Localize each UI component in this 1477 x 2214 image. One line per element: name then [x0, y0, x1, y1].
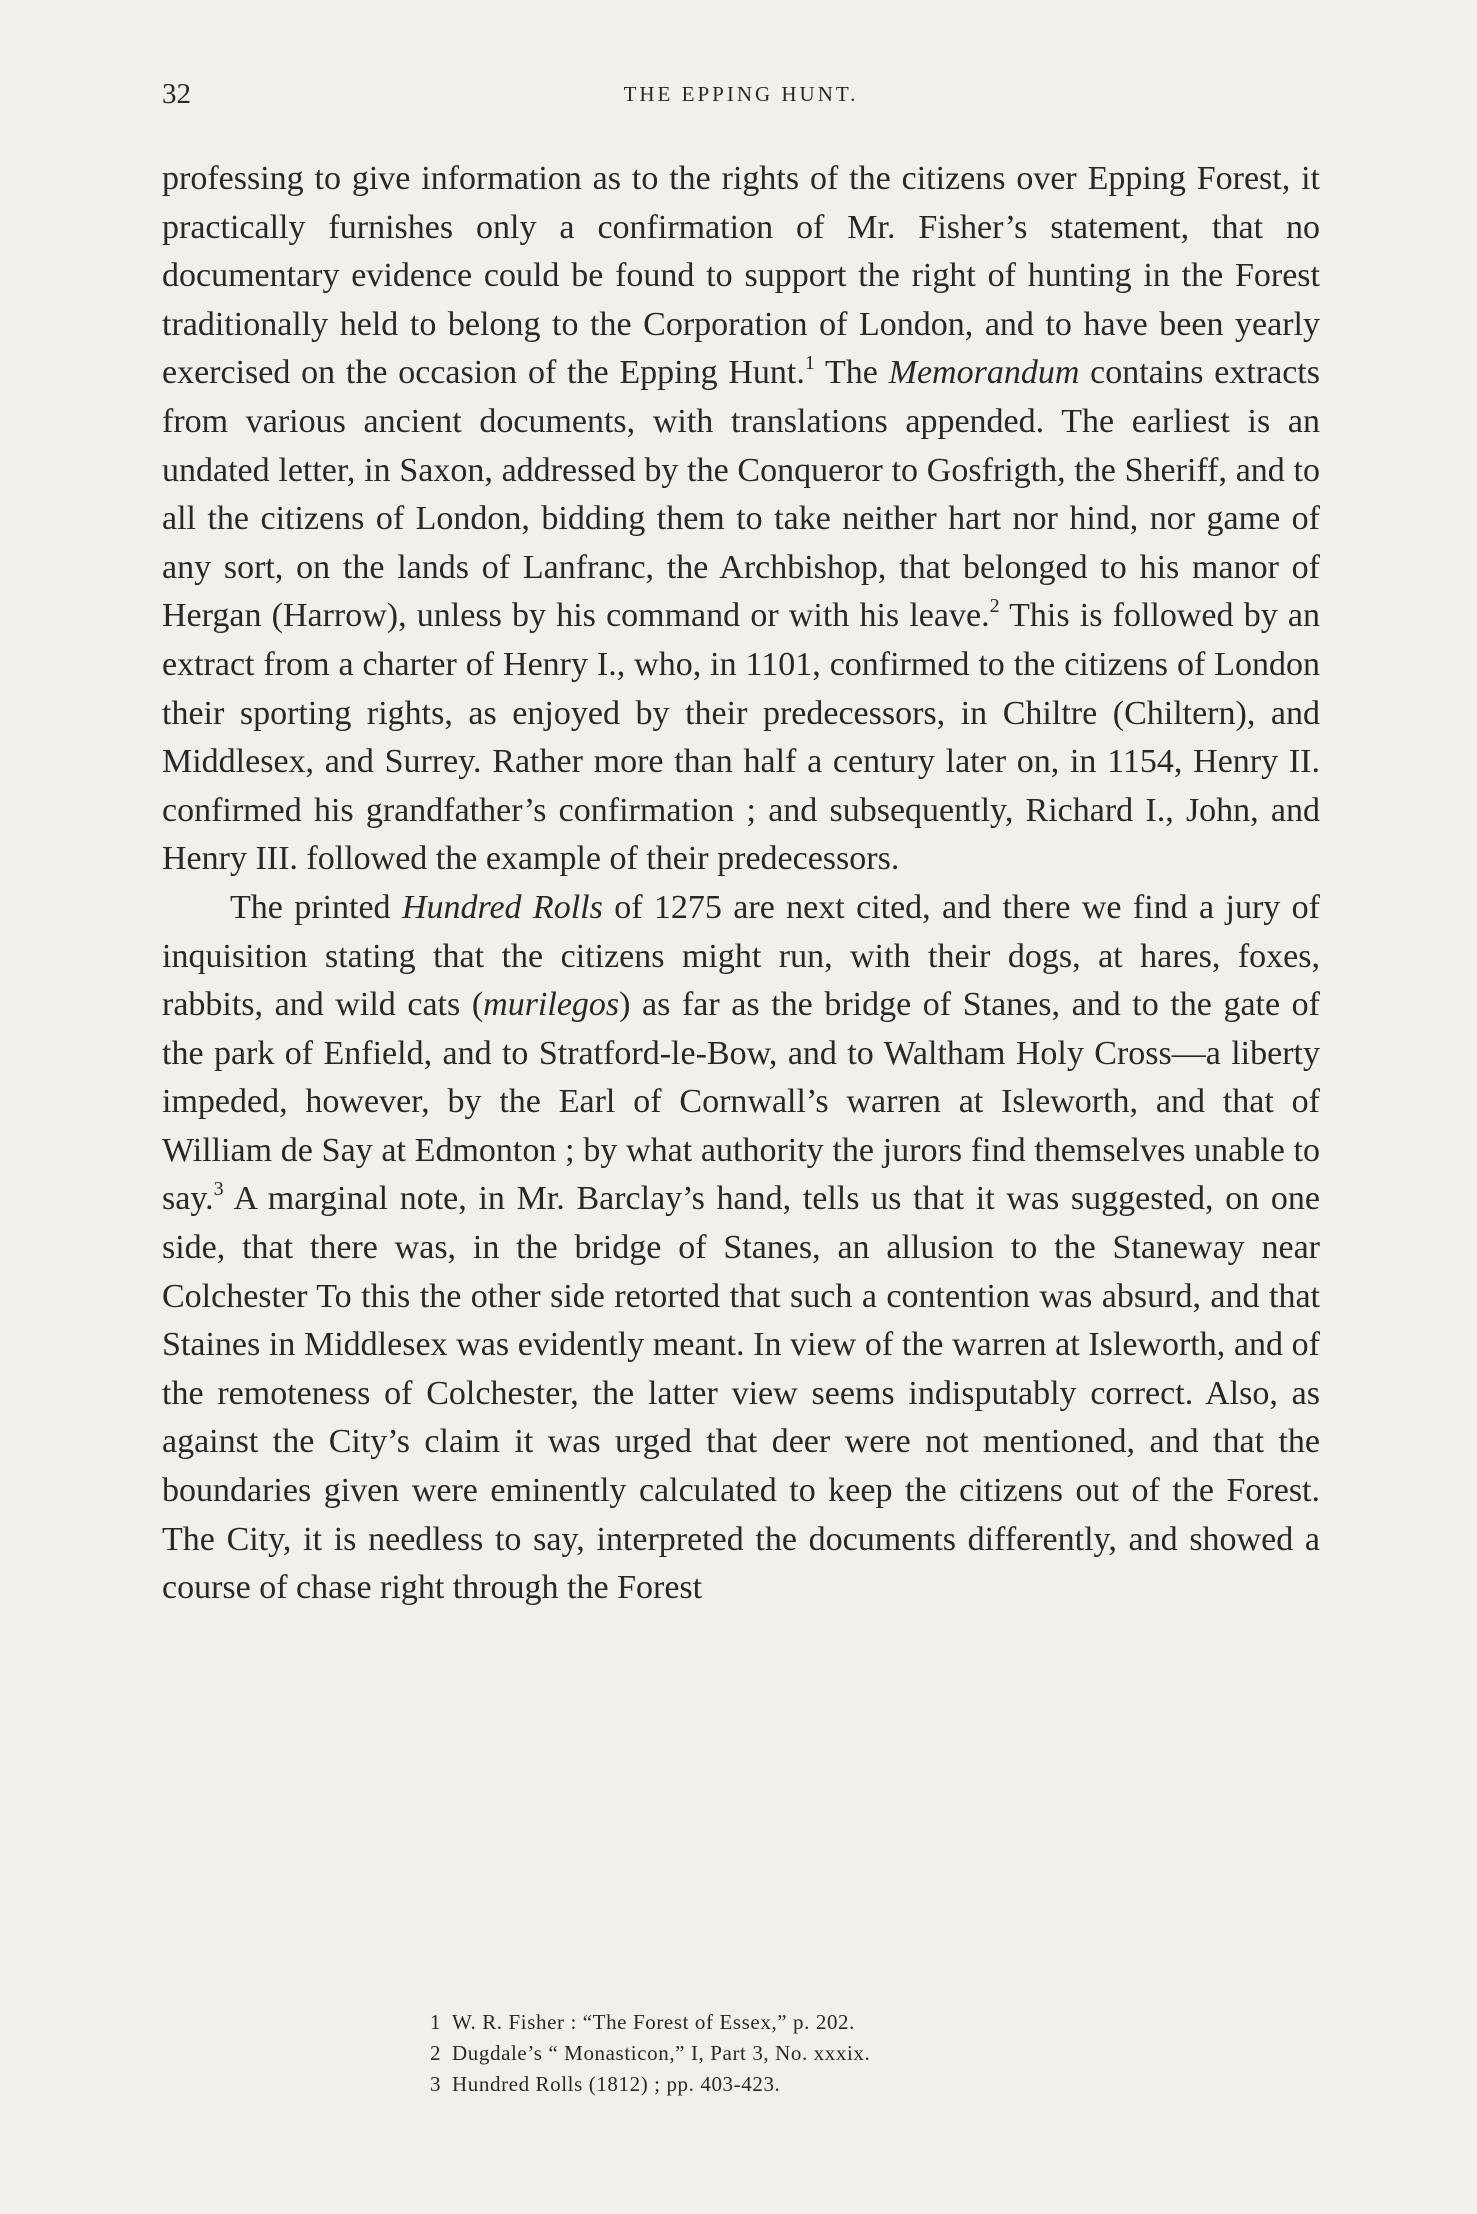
p1-text-a: professing to give information as to the rights of the citizens over Epping Forest, it practically furnishes only a confirmation of Mr. Fisher’s statement, that no documentary evidence could be found to support the right of hunting in the Forest traditionally held to belong to the Corporation of London, and to have been yearly exercised on the occasion of the Epping Hunt.: [162, 160, 1320, 392]
page-number: 32: [162, 78, 191, 110]
footnote-1: [430, 2007, 1210, 2038]
footnote-number: 3: [430, 2072, 442, 2096]
p2-text-b: of 1275 are next cited, and there we find a jury of inquisition stating that the citizens might run, with their dogs, at hares, foxes, rabbits, and wild cats (: [162, 888, 1320, 1024]
footnote-ref-2: 2: [989, 595, 1000, 618]
body-text: [162, 155, 1320, 1613]
p2-text-d: A marginal note, in Mr. Barclay’s hand, tells us that it was suggested, on one side, that there was, in the bridge of Stanes, an allusion to the Staneway near Colchester To this the other side retorted that such a contention was absurd, and that Staines in Middlesex was evidently meant. In view of the warren at Isleworth, and of the remoteness of Colchester, the latter view seems indisputably correct. Also, as against the City’s claim it was urged that deer were not mentioned, and that the boundaries given were eminently calculated to keep the citizens out of the Forest. The City, it is needless to say, interpreted the documents differently, and showed a course of chase right through the Forest: [162, 1180, 1320, 1607]
murilegos-term: murilegos: [483, 986, 620, 1024]
memorandum-title: Memorandum: [888, 354, 1080, 392]
footnote-text: Hundred Rolls (1812) ; pp. 403-423.: [452, 2072, 781, 2096]
footnote-3: [430, 2069, 1210, 2100]
page-header: [162, 78, 1320, 118]
footnote-2: [430, 2038, 1210, 2069]
paragraph-1: [162, 155, 1320, 884]
p1-text-c: contains extracts from various ancient documents, with translations appended. The earliest is an undated letter, in Saxon, addressed by the Conqueror to Gosfrigth, the Sheriff, and to all the citizens of London, bidding them to take neither hart nor hind, nor game of any sort, on the lands of Lanfranc, the Archbishop, that belonged to his manor of Hergan (Harrow), unless by his command or with his leave.: [162, 354, 1320, 635]
hundred-rolls-title: Hundred Rolls: [401, 888, 603, 926]
footnote-number: 2: [430, 2041, 442, 2065]
footnote-text: Dugdale’s “ Monasticon,” I, Part 3, No. xxxix.: [452, 2041, 871, 2065]
paragraph-2: [162, 884, 1320, 1613]
footnote-number: 1: [430, 2010, 442, 2034]
p2-text-a: The printed: [230, 888, 402, 926]
footnote-ref-3: 3: [213, 1178, 224, 1201]
footnote-text: W. R. Fisher : “The Forest of Essex,” p. 202.: [452, 2010, 856, 2034]
running-title: THE EPPING HUNT.: [623, 82, 859, 106]
p2-text-c: ) as far as the bridge of Stanes, and to the gate of the park of Enfield, and to Stratford-le-Bow, and to Waltham Holy Cross—a liberty impeded, however, by the Earl of Cornwall’s warren at Isleworth, and that of William de Say at Edmonton ; by what authority the jurors find themselves unable to say.: [162, 986, 1320, 1218]
p1-text-b: The: [814, 354, 889, 392]
footnote-ref-1: 1: [804, 352, 815, 375]
footnotes: [430, 2007, 1210, 2100]
p1-text-d: This is followed by an extract from a charter of Henry I., who, in 1101, confirmed to the citizens of London their sporting rights, as enjoyed by their predecessors, in Chiltre (Chiltern), and Middlesex, and Surrey. Rather more than half a century later on, in 1154, Henry II. confirmed his grandfather’s confirmation ; and subsequently, Richard I., John, and Henry III. followed the example of their predecessors.: [162, 597, 1320, 878]
